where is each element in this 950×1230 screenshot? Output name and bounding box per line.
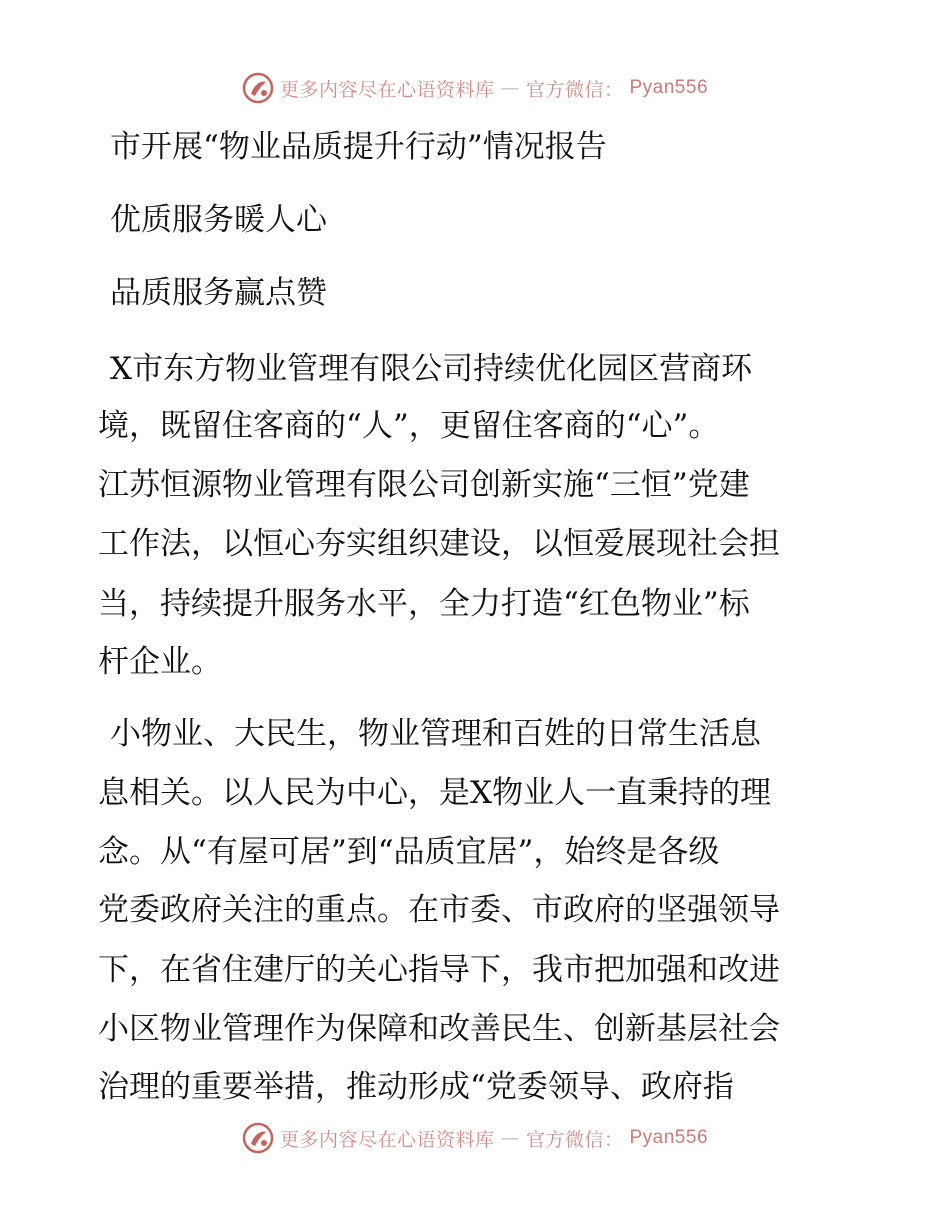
- paragraph-line: 杆企业。: [98, 644, 222, 680]
- subtitle-2: 品质服务赢点赞: [110, 275, 327, 311]
- document-title: 市开展“物业品质提升行动”情况报告: [110, 129, 607, 165]
- paragraph-line: 息相关。以人民为中心，是X物业人一直秉持的理: [98, 775, 772, 811]
- footer-watermark: [0, 1122, 950, 1154]
- paragraph-line: 境，既留住客商的“人”，更留住客商的“心”。: [98, 408, 720, 444]
- paragraph-line: X市东方物业管理有限公司持续优化园区营商环: [110, 351, 753, 387]
- paragraph-line: 当，持续提升服务水平，全力打造“红色物业”标: [98, 586, 750, 622]
- paragraph-line: 下，在省住建厅的关心指导下，我市把加强和改进: [98, 952, 780, 988]
- paragraph-line: 念。从“有屋可居”到“品质宜居”，始终是各级: [98, 834, 720, 870]
- paragraph-line: 江苏恒源物业管理有限公司创新实施“三恒”党建: [98, 467, 750, 503]
- paragraph-line: 党委政府关注的重点。在市委、市政府的坚强领导: [98, 892, 780, 928]
- brand-logo-icon: [242, 1122, 274, 1154]
- paragraph-line: 工作法，以恒心夯实组织建设，以恒爱展现社会担: [98, 526, 780, 562]
- brand-logo-icon: [242, 72, 274, 104]
- watermark-text: 更多内容尽在心语资料库: [279, 78, 495, 101]
- paragraph-line: 小区物业管理作为保障和改善民生、创新基层社会: [98, 1011, 780, 1047]
- watermark-dash: —: [500, 1127, 520, 1149]
- watermark-wechat-id: Pyan556: [629, 77, 709, 98]
- paragraph-line: 治理的重要举措，推动形成“党委领导、政府指: [98, 1069, 734, 1105]
- watermark-dash: —: [500, 77, 520, 99]
- subtitle-1: 优质服务暖人心: [110, 202, 327, 238]
- watermark-wechat-id: Pyan556: [629, 1127, 709, 1148]
- watermark-text: 更多内容尽在心语资料库: [279, 1128, 495, 1151]
- watermark-wechat-label: 官方微信：: [525, 1128, 624, 1151]
- watermark-wechat-label: 官方微信：: [525, 78, 624, 101]
- paragraph-line: 小物业、大民生，物业管理和百姓的日常生活息: [110, 716, 761, 752]
- header-watermark: [0, 72, 950, 104]
